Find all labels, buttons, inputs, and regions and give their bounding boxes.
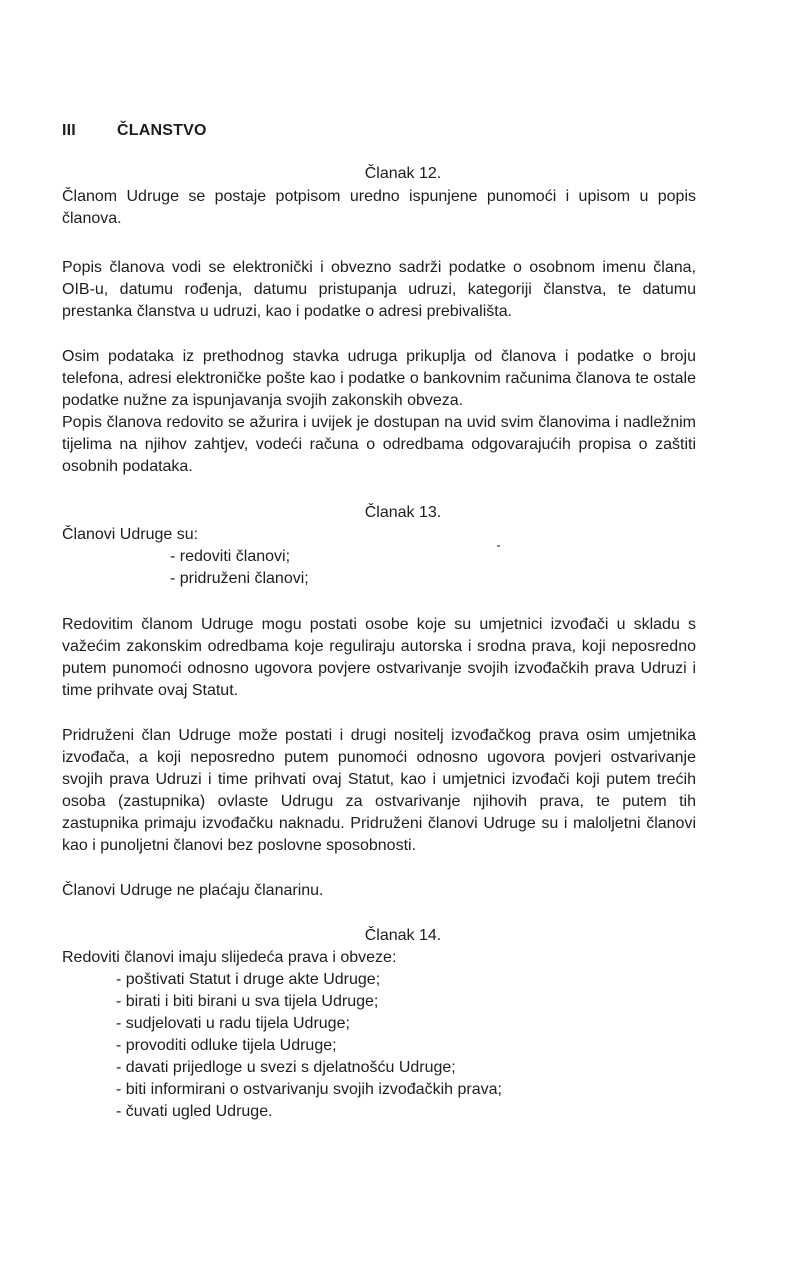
article-14-title: Članak 14.	[364, 927, 442, 944]
list-item: - redoviti članovi;	[170, 548, 291, 565]
article-13-title: Članak 13.	[364, 504, 442, 521]
article-13-paragraph-2: Pridruženi član Udruge može postati i drugi nositelj izvođačkog prava osim umjetnika izvođača, a koji neposredno putem punomoći odnosno ugovora povjeri ostvarivanje svojih prava Udruzi i time prihvati ovaj Statut, kao i umjetnici izvođači koji putem trećih osoba (zastupnika) ovlaste Udrugu za ostvarivanje njihovih prava, te putem tih zastupnika primaju izvođačku naknadu. Pridruženi članovi Udruge su i maloljetni članovi kao i punoljetni članovi bez poslovne sposobnosti.	[62, 727, 696, 854]
article-12-paragraph-3: Osim podataka iz prethodnog stavka udruga prikuplja od članova i podatke o broju telefona, adresi elektroničke pošte kao i podatke o bankovnim računima članova te ostale podatke nužne za ispunjavanja svojih zakonskih obveza.	[62, 348, 696, 409]
article-12-paragraph-2: Popis članova vodi se elektronički i obvezno sadrži podatke o osobnom imenu člana, OIB-u, datumu rođenja, datumu pristupanja udruzi, kategoriji članstva, te datumu prestanka članstva u udruzi, kao i podatke o adresi prebivališta.	[62, 259, 696, 320]
article-12-paragraph-4: Popis članova redovito se ažurira i uvijek je dostupan na uvid svim članovima i nadležnim tijelima na njihov zahtjev, vodeći računa o odredbama odgovarajućih propisa o zaštiti osobnih podataka.	[62, 414, 696, 475]
section-number: III	[62, 122, 76, 139]
list-item: - pridruženi članovi;	[170, 570, 309, 587]
list-item: - čuvati ugled Udruge.	[116, 1103, 273, 1120]
list-item: - sudjelovati u radu tijela Udruge;	[116, 1015, 350, 1032]
section-title: ČLANSTVO	[117, 122, 207, 139]
article-13-paragraph-3: Članovi Udruge ne plaćaju članarinu.	[62, 882, 324, 899]
list-item: - provoditi odluke tijela Udruge;	[116, 1037, 337, 1054]
list-item: - davati prijedloge u svezi s djelatnošću Udruge;	[116, 1059, 456, 1076]
scan-speck	[497, 545, 500, 547]
section-heading	[62, 120, 207, 142]
list-item: - birati i biti birani u sva tijela Udruge;	[116, 993, 379, 1010]
article-13-member-list	[62, 524, 696, 590]
article-14-rights-list	[62, 947, 696, 1123]
article-12-title: Članak 12.	[364, 165, 442, 182]
article-13-list-intro: Članovi Udruge su:	[62, 526, 199, 543]
list-item: - poštivati Statut i druge akte Udruge;	[116, 971, 381, 988]
article-12-paragraph-1: Članom Udruge se postaje potpisom uredno ispunjene punomoći i upisom u popis članova.	[62, 188, 696, 227]
article-13-paragraph-1: Redovitim članom Udruge mogu postati osobe koje su umjetnici izvođači u skladu s važećim zakonskim odredbama koje reguliraju autorska i srodna prava, koji neposredno putem punomoći odnosno ugovora povjere ostvarivanje svojih izvođačkih prava Udruzi i time prihvate ovaj Statut.	[62, 616, 696, 699]
article-14-list-intro: Redoviti članovi imaju slijedeća prava i obveze:	[62, 949, 397, 966]
list-item: - biti informirani o ostvarivanju svojih izvođačkih prava;	[116, 1081, 502, 1098]
